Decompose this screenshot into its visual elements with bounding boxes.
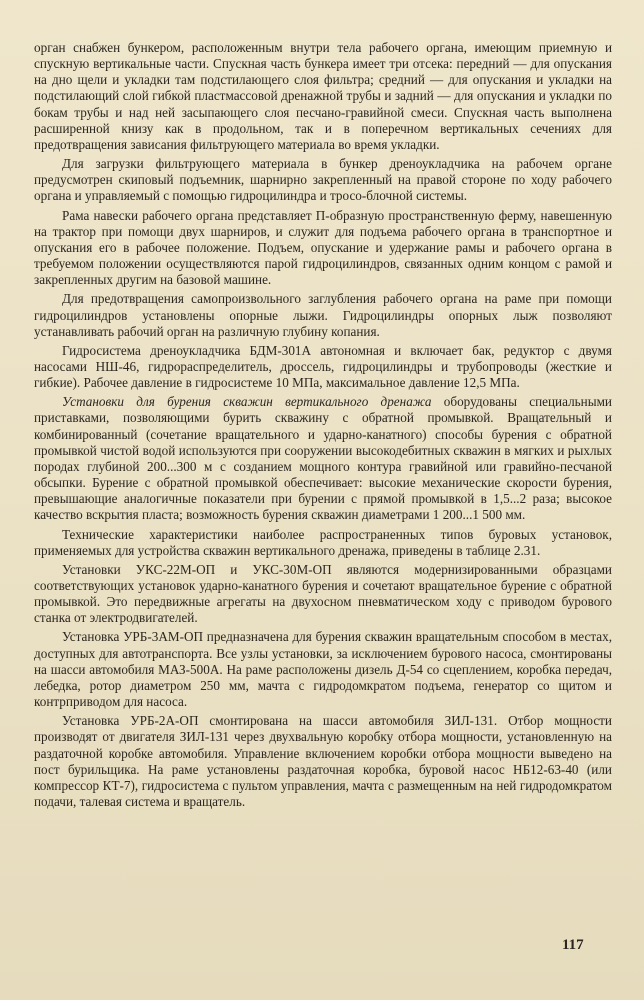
paragraph-2: Для загрузки фильтрующего материала в бункер дреноукладчика на рабочем органе предусмотрен скиповый подъемник, шарнирно закрепленный на правой стороне по ходу рабочего органа и управляемый с помощью гидроцилиндра и тросо-блочной системы. — [34, 156, 612, 204]
paragraph-8: Установки УКС-22М-ОП и УКС-30М-ОП являются модернизированными образцами соответствующих установок ударно-канатного бурения и сочетают вращательное бурение с обратной промывкой. Это передвижные агрегаты на двухосном пневматическом ходу с приводом бурового станка от электродвигателей. — [34, 561, 612, 626]
paragraph-7: Технические характеристики наиболее распространенных типов буровых установок, применяемых для устройства скважин вертикального дренажа, приведены в таблице 2.31. — [34, 526, 612, 558]
paragraph-6: Установки для бурения скважин вертикального дренажа оборудованы специальными приставками, позволяющими бурить скважину с обратной промывкой. Вращательный и комбинированный (сочетание вращательного и ударно-канатного) способы бурения с обратной промывкой чистой водой используются при сооружении высокодебитных скважин в мягких и рыхлых породах глубиной 200...300 м с созданием мощного контура гравийной или гравийно-песчаной обсыпки. Бурение с обратной промывкой обеспечивает: высокие механические скорости бурения, превышающие аналогичные показатели при бурении с прямой промывкой в 1,5...2 раза; высокое качество вскрытия пласта; возможность бурения скважин диаметрами 1 200...1 500 мм. — [34, 394, 612, 523]
paragraph-10: Установка УРБ-2А-ОП смонтирована на шасси автомобиля ЗИЛ-131. Отбор мощности производят от двигателя ЗИЛ-131 через двухвальную коробку отбора мощности, установленную на раздаточной коробке автомобиля. Управление включением коробки отбора мощности выведено на пост бурильщика. На раме установлены раздаточная коробка, буровой насос НБ12-63-40 (или компрессор КТ-7), гидросистема с пультом управления, мачта с размещенным на ней гидродомкратом подачи, талевая система и вращатель. — [34, 713, 612, 810]
paragraph-1: орган снабжен бункером, расположенным внутри тела рабочего органа, имеющим приемную и спускную вертикальные части. Спускная часть бункера имеет три отсека: передний — для опускания на дно щели и укладки там подстилающего слоя фильтра; средний — для опускания и укладки на подстилающий слой гибкой пластмассовой дренажной трубы и задний — для опускания и укладки по бокам трубы и над ней засыпающего слоя песчано-гравийной смеси. Спускная часть выполнена расширенной книзу как в продольном, так и в поперечном вертикальных сечениях для предотвращения зависания фильтрующего материала во время укладки. — [34, 40, 612, 152]
paragraph-5: Гидросистема дреноукладчика БДМ-301А автономная и включает бак, редуктор с двумя насосами НШ-46, гидрораспределитель, дроссель, гидроцилиндры и трубопроводы (жесткие и гибкие). Рабочее давление в гидросистеме 10 МПа, максимальное давление 12,5 МПа. — [34, 342, 612, 391]
paragraph-3: Рама навески рабочего органа представляет П-образную пространственную ферму, навешенную на трактор при помощи двух шарниров, и служит для подъема рабочего органа в транспортное и опускания его в рабочее положение. Подъем, опускание и удержание рамы и рабочего органа в требуемом положении осуществляются парой гидроцилиндров, связанных одним концом с рамой и закрепленных другим на базовой машине. — [34, 207, 612, 288]
paragraph-6-italic-lead: Установки для бурения скважин вертикального дренажа — [62, 394, 432, 410]
page-number: 117 — [562, 937, 584, 953]
body-text — [34, 40, 612, 813]
paragraph-4: Для предотвращения самопроизвольного заглубления рабочего органа на раме при помощи гидроцилиндров установлены опорные лыжи. Гидроцилиндры опорных лыж позволяют устанавливать рабочий орган на различную глубину копания. — [34, 291, 612, 339]
paragraph-9: Установка УРБ-3АМ-ОП предназначена для бурения скважин вращательным способом в местах, доступных для автотранспорта. Все узлы установки, за исключением бурового насоса, смонтированы на шасси автомобиля МАЗ-500А. На раме расположены дизель Д-54 со сцеплением, коробка передач, лебедка, ротор диаметром 250 мм, мачта с гидродомкратом подъема, генератор со щитом и контрприводом для насоса. — [34, 629, 612, 710]
